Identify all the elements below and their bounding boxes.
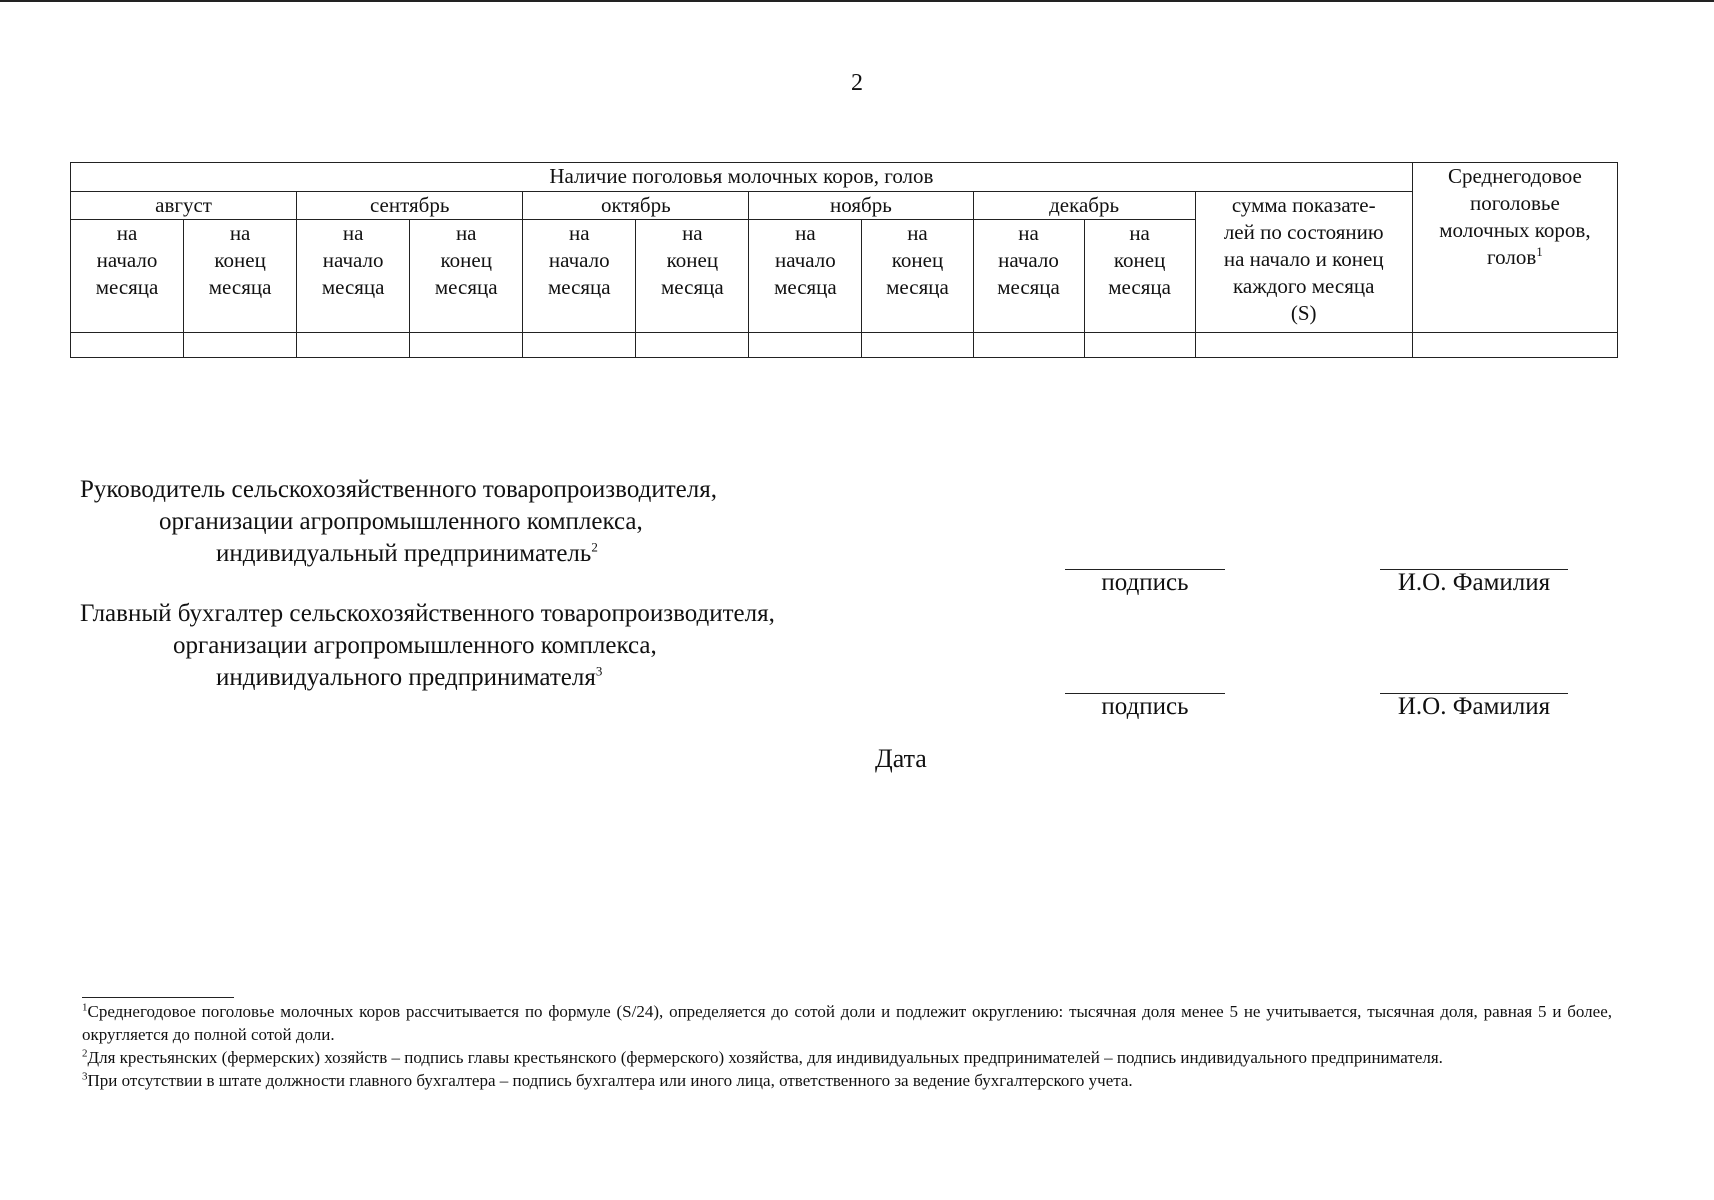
start-of-month-header: на начало месяца: [523, 220, 636, 333]
head-signature-caption: подпись: [1101, 569, 1189, 596]
month-december: декабрь: [973, 192, 1195, 220]
end-of-month-header: на конец месяца: [184, 220, 297, 333]
accountant-title: Главный бухгалтер сельскохозяйственного товаропроизводителя, организации агропромышленного комплекса, индивидуального предпринимателя$^3$: [80, 600, 775, 691]
end-of-month-header: на конец месяца: [636, 220, 749, 333]
month-november: ноябрь: [749, 192, 973, 220]
data-cell[interactable]: [1084, 333, 1195, 358]
head-title: Руководитель сельскохозяйственного товаропроизводителя, организации агропромышленного комплекса, индивидуальный предприниматель$^2$: [80, 476, 717, 567]
data-cell[interactable]: [410, 333, 523, 358]
accountant-signature-caption: подпись: [1101, 693, 1189, 720]
livestock-table: [70, 162, 1618, 358]
start-of-month-header: на начало месяца: [749, 220, 862, 333]
footnote-1: $^1$Среднегодовое поголовье молочных коров рассчитывается по формуле (S/24), определяется до сотой доли и подлежит округлению: тысячная доля менее 5 не учитывается, тысячная доля, равная 5 и более, округляется до полной сотой доли.: [82, 1001, 1612, 1044]
month-september: сентябрь: [297, 192, 523, 220]
footnotes: [82, 1000, 1612, 1092]
data-row: [71, 333, 1618, 358]
start-of-month-header: на начало месяца: [973, 220, 1084, 333]
data-cell[interactable]: [184, 333, 297, 358]
top-border-line: [0, 0, 1714, 2]
sum-header-cell: сумма показате- лей по состоянию на начало и конец каждого месяца (S): [1195, 192, 1412, 333]
data-cell[interactable]: [1195, 333, 1412, 358]
accountant-name-caption: И.О. Фамилия: [1397, 693, 1551, 720]
month-october: октябрь: [523, 192, 749, 220]
data-cell[interactable]: [749, 333, 862, 358]
start-of-month-header: на начало месяца: [297, 220, 410, 333]
main-header-cell: Наличие поголовья молочных коров, голов: [71, 163, 1413, 192]
page-number: 2: [851, 70, 863, 96]
average-header-cell: Среднегодовое поголовье молочных коров, голов$^1$: [1412, 163, 1617, 333]
footnote-2: $^2$Для крестьянских (фермерских) хозяйств – подпись главы крестьянского (фермерского) хозяйства, для индивидуальных предпринимателей – подпись индивидуального предпринимателя.: [82, 1047, 1443, 1067]
data-cell[interactable]: [862, 333, 973, 358]
data-cell[interactable]: [297, 333, 410, 358]
month-august: август: [71, 192, 297, 220]
data-cell[interactable]: [71, 333, 184, 358]
data-cell[interactable]: [1412, 333, 1617, 358]
data-cell[interactable]: [973, 333, 1084, 358]
end-of-month-header: на конец месяца: [1084, 220, 1195, 333]
start-of-month-header: на начало месяца: [71, 220, 184, 333]
end-of-month-header: на конец месяца: [862, 220, 973, 333]
footnote-3: $^3$При отсутствии в штате должности главного бухгалтера – подпись бухгалтера или иного лица, ответственного за ведение бухгалтерского учета.: [82, 1070, 1133, 1090]
data-cell[interactable]: [636, 333, 749, 358]
data-cell[interactable]: [523, 333, 636, 358]
footnote-divider: [82, 997, 234, 998]
end-of-month-header: на конец месяца: [410, 220, 523, 333]
head-name-caption: И.О. Фамилия: [1397, 569, 1551, 596]
date-label: Дата: [875, 744, 927, 773]
